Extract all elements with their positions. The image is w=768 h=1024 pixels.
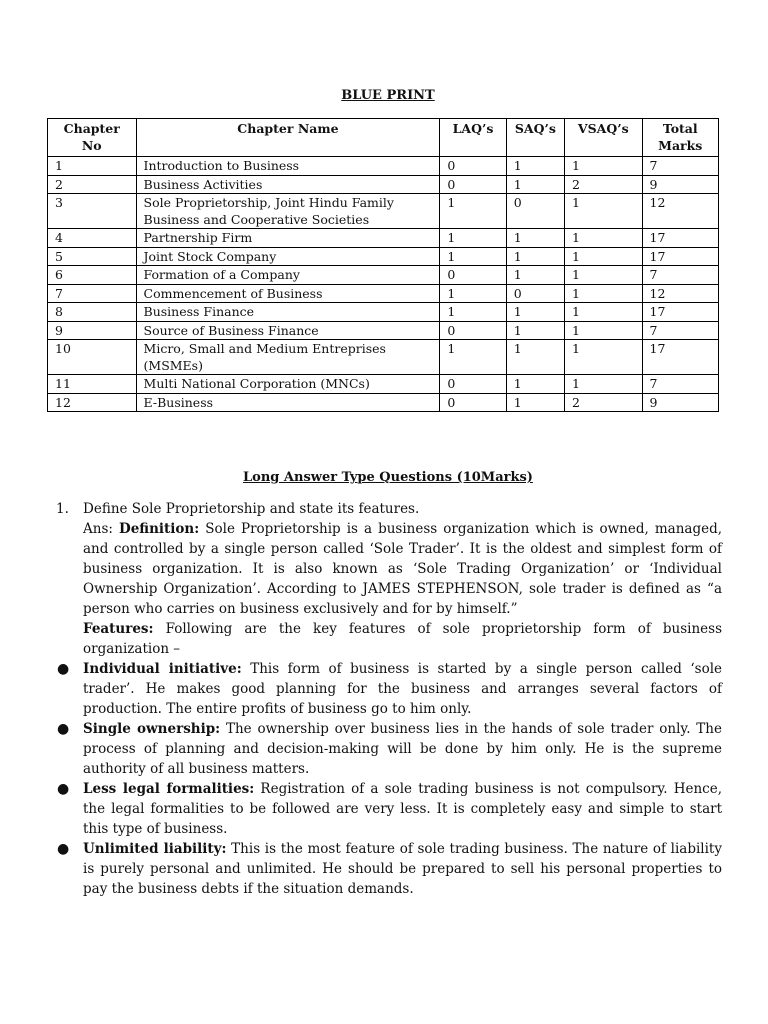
cell-chapter-no: 9	[48, 321, 137, 340]
question-content	[56, 499, 722, 899]
cell-vsaq: 2	[565, 393, 642, 412]
list-item	[56, 659, 722, 719]
cell-total-marks: 9	[642, 175, 719, 194]
definition-label: Definition:	[118, 521, 200, 537]
cell-chapter-name: Commencement of Business	[136, 284, 440, 303]
table-row	[48, 303, 719, 322]
cell-total-marks: 17	[642, 229, 719, 248]
cell-chapter-no: 4	[48, 229, 137, 248]
cell-saq: 1	[506, 321, 564, 340]
page-title: BLUE PRINT	[341, 88, 435, 103]
feature-title: Less legal formalities:	[83, 781, 255, 797]
cell-total-marks: 7	[642, 157, 719, 176]
cell-chapter-no: 1	[48, 157, 137, 176]
feature-title: Unlimited liability:	[83, 841, 227, 857]
list-item	[56, 719, 722, 779]
cell-total-marks: 17	[642, 247, 719, 266]
cell-chapter-no: 11	[48, 375, 137, 394]
bullet-icon: ●	[57, 781, 70, 797]
cell-laq: 1	[440, 247, 506, 266]
answer-features-intro	[56, 619, 722, 659]
question-number: 1.	[56, 501, 69, 517]
cell-saq: 1	[506, 175, 564, 194]
table-row	[48, 340, 719, 375]
cell-chapter-name: Micro, Small and Medium Entreprises (MSMEs)	[136, 340, 440, 375]
cell-chapter-name: Formation of a Company	[136, 266, 440, 285]
cell-vsaq: 1	[565, 375, 642, 394]
cell-laq: 0	[440, 321, 506, 340]
feature-text: Registration of a sole trading business is not compulsory. Hence, the legal formalities to be followed are very less. It is completely easy and simple to start this type of business.	[83, 781, 722, 837]
cell-saq: 1	[506, 375, 564, 394]
header-chapter-name: Chapter Name	[136, 119, 440, 157]
question-item	[56, 499, 722, 519]
cell-saq: 0	[506, 194, 564, 229]
cell-saq: 1	[506, 157, 564, 176]
cell-chapter-name: Source of Business Finance	[136, 321, 440, 340]
cell-laq: 1	[440, 303, 506, 322]
table-row	[48, 284, 719, 303]
cell-laq: 1	[440, 340, 506, 375]
table-row	[48, 247, 719, 266]
table-body	[48, 157, 719, 412]
cell-laq: 0	[440, 266, 506, 285]
list-item	[56, 779, 722, 839]
list-item	[56, 839, 722, 899]
cell-laq: 1	[440, 284, 506, 303]
feature-title: Single ownership:	[83, 721, 221, 737]
features-list	[56, 659, 722, 899]
cell-chapter-name: Business Activities	[136, 175, 440, 194]
header-saq: SAQ’s	[506, 119, 564, 157]
cell-vsaq: 1	[565, 229, 642, 248]
features-label: Features:	[83, 621, 154, 637]
cell-vsaq: 2	[565, 175, 642, 194]
cell-total-marks: 12	[642, 194, 719, 229]
cell-laq: 0	[440, 375, 506, 394]
cell-chapter-no: 5	[48, 247, 137, 266]
feature-text: This form of business is started by a single person called ‘sole trader’. He makes good planning for the business and arranges several factors of production. The entire profits of business go to him only.	[83, 661, 723, 717]
header-total-marks: Total Marks	[642, 119, 719, 157]
cell-vsaq: 1	[565, 194, 642, 229]
cell-vsaq: 1	[565, 157, 642, 176]
cell-saq: 1	[506, 266, 564, 285]
cell-saq: 0	[506, 284, 564, 303]
cell-chapter-no: 10	[48, 340, 137, 375]
cell-total-marks: 12	[642, 284, 719, 303]
cell-vsaq: 1	[565, 266, 642, 285]
cell-vsaq: 1	[565, 247, 642, 266]
question-text: Define Sole Proprietorship and state its features.	[83, 501, 420, 517]
bullet-icon: ●	[57, 721, 70, 737]
table-row	[48, 321, 719, 340]
cell-laq: 0	[440, 393, 506, 412]
header-vsaq: VSAQ’s	[565, 119, 642, 157]
cell-vsaq: 1	[565, 321, 642, 340]
cell-chapter-name: Business Finance	[136, 303, 440, 322]
header-laq: LAQ’s	[440, 119, 506, 157]
cell-chapter-name: Multi National Corporation (MNCs)	[136, 375, 440, 394]
cell-chapter-no: 2	[48, 175, 137, 194]
answer-definition	[56, 519, 722, 619]
cell-saq: 1	[506, 340, 564, 375]
cell-vsaq: 1	[565, 340, 642, 375]
cell-total-marks: 17	[642, 340, 719, 375]
cell-vsaq: 1	[565, 284, 642, 303]
cell-total-marks: 7	[642, 266, 719, 285]
cell-saq: 1	[506, 303, 564, 322]
features-text: Following are the key features of sole proprietorship form of business organization –	[83, 621, 722, 657]
section-title: Long Answer Type Questions (10Marks)	[243, 470, 533, 485]
cell-total-marks: 17	[642, 303, 719, 322]
cell-total-marks: 7	[642, 321, 719, 340]
table-row	[48, 157, 719, 176]
header-chapter-no: Chapter No	[48, 119, 137, 157]
feature-text: This is the most feature of sole trading business. The nature of liability is purely personal and unlimited. He should be prepared to sell his personal properties to pay the business debts if the situation demands.	[83, 841, 722, 897]
cell-chapter-no: 3	[48, 194, 137, 229]
table-row	[48, 375, 719, 394]
table-row	[48, 266, 719, 285]
cell-chapter-name: Joint Stock Company	[136, 247, 440, 266]
feature-title: Individual initiative:	[83, 661, 242, 677]
cell-chapter-no: 12	[48, 393, 137, 412]
cell-chapter-name: E-Business	[136, 393, 440, 412]
cell-total-marks: 7	[642, 375, 719, 394]
bullet-icon: ●	[57, 841, 70, 857]
cell-total-marks: 9	[642, 393, 719, 412]
cell-chapter-name: Introduction to Business	[136, 157, 440, 176]
cell-saq: 1	[506, 247, 564, 266]
cell-laq: 1	[440, 229, 506, 248]
definition-text: Sole Proprietorship is a business organization which is owned, managed, and controlled by a single person called ‘Sole Trader’. It is the oldest and simplest form of business organization. It is also known as ‘Sole Trading Organization’ or ‘Individual Ownership Organization’. According to JAMES STEPHENSON, sole trader is defined as “a person who carries on business exclusively and for by himself.”	[83, 521, 723, 617]
cell-chapter-no: 7	[48, 284, 137, 303]
table-row	[48, 175, 719, 194]
cell-laq: 0	[440, 175, 506, 194]
cell-saq: 1	[506, 229, 564, 248]
table-row	[48, 393, 719, 412]
answer-prefix: Ans:	[83, 521, 119, 537]
cell-chapter-name: Partnership Firm	[136, 229, 440, 248]
cell-saq: 1	[506, 393, 564, 412]
feature-text: The ownership over business lies in the hands of sole trader only. The process of planning and decision-making will be done by him only. He is the supreme authority of all business matters.	[83, 721, 722, 777]
table-row	[48, 194, 719, 229]
cell-chapter-no: 8	[48, 303, 137, 322]
cell-laq: 1	[440, 194, 506, 229]
cell-vsaq: 1	[565, 303, 642, 322]
bullet-icon: ●	[57, 661, 70, 677]
blueprint-table	[47, 118, 719, 412]
table-row	[48, 229, 719, 248]
cell-laq: 0	[440, 157, 506, 176]
cell-chapter-name: Sole Proprietorship, Joint Hindu Family Business and Cooperative Societies	[136, 194, 440, 229]
table-header-row	[48, 119, 719, 157]
cell-chapter-no: 6	[48, 266, 137, 285]
